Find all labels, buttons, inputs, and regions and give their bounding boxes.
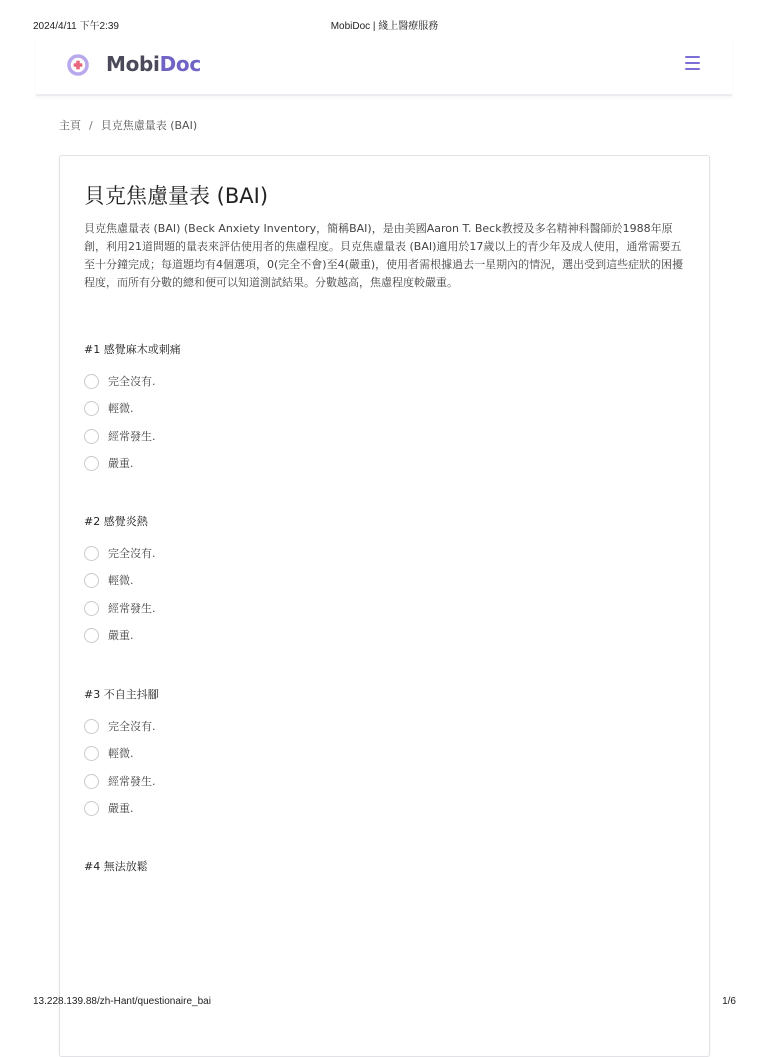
option-label: 嚴重. [108, 457, 134, 471]
option-often[interactable] [84, 601, 644, 628]
brand-name-mobi: Mobi [106, 52, 160, 76]
option-none[interactable] [84, 546, 644, 573]
intro-paragraph: 貝克焦慮量表 (BAI) (Beck Anxiety Inventory，簡稱BAI)，是由美國Aaron T. Beck教授及多名精神科醫師於1988年原創，利用21道問題的量表來評估使用者的焦慮程度。貝克焦慮量表 (BAI)適用於17歲以上的青少年及成人使用，通常需要五至十分鐘完成；每道題均有4個選項，0(完全不會)至4(嚴重)，使用者需根據過去一星期內的情況，選出受到這些症狀的困擾程度，而所有分數的總和便可以知道測試結果。分數越高，焦慮程度較嚴重。 [84, 222, 684, 289]
page-title: 貝克焦慮量表 (BAI) [84, 184, 269, 208]
question-title: #3 不自主抖腳 [84, 688, 159, 701]
option-list [84, 546, 644, 656]
option-label: 經常發生. [108, 601, 156, 615]
question-1 [84, 342, 644, 484]
breadcrumb-current: 貝克焦慮量表 (BAI) [100, 119, 198, 132]
print-datetime: 2024/4/11 下午2:39 [33, 21, 119, 32]
hamburger-menu-icon[interactable] [685, 56, 700, 70]
question-4 [84, 859, 644, 875]
brand-name-doc: Doc [159, 52, 201, 76]
print-url: 13.228.139.88/zh-Hant/questionaire_bai [33, 996, 211, 1007]
print-page-title: MobiDoc | 綫上醫療服務 [330, 21, 439, 32]
top-navbar [36, 34, 732, 96]
option-label: 完全沒有. [108, 375, 156, 388]
medical-cross-logo-icon [67, 54, 89, 76]
option-label: 完全沒有. [108, 547, 156, 560]
option-label: 嚴重. [108, 629, 134, 643]
radio-button[interactable] [84, 719, 99, 734]
question-title: #2 感覺炎熱 [84, 515, 148, 528]
question-2 [84, 514, 644, 656]
option-label: 經常發生. [108, 429, 156, 443]
print-header [33, 17, 736, 31]
option-mild[interactable] [84, 401, 644, 428]
option-severe[interactable] [84, 628, 644, 655]
questionnaire-card [59, 155, 710, 1057]
question-title: #1 感覺麻木或刺痛 [84, 343, 181, 356]
breadcrumb-home-link[interactable]: 主頁 [59, 119, 81, 132]
brand-name [106, 52, 201, 76]
option-label: 經常發生. [108, 774, 156, 788]
option-severe[interactable] [84, 801, 644, 828]
option-often[interactable] [84, 774, 644, 801]
option-list [84, 374, 644, 484]
radio-button[interactable] [84, 546, 99, 561]
breadcrumb-separator: / [89, 119, 93, 132]
option-label: 輕微. [108, 747, 134, 761]
breadcrumb [59, 117, 197, 133]
option-label: 輕微. [108, 574, 134, 588]
radio-button[interactable] [84, 601, 99, 616]
radio-button[interactable] [84, 573, 99, 588]
radio-button[interactable] [84, 456, 99, 471]
radio-button[interactable] [84, 374, 99, 389]
print-footer [33, 996, 736, 1010]
radio-button[interactable] [84, 429, 99, 444]
option-label: 完全沒有. [108, 720, 156, 733]
radio-button[interactable] [84, 774, 99, 789]
question-3 [84, 687, 644, 829]
question-title: #4 無法放鬆 [84, 860, 148, 873]
print-page-counter: 1/6 [722, 996, 736, 1007]
radio-button[interactable] [84, 801, 99, 816]
option-label: 輕微. [108, 402, 134, 416]
option-label: 嚴重. [108, 802, 134, 816]
option-mild[interactable] [84, 573, 644, 600]
radio-button[interactable] [84, 746, 99, 761]
option-list [84, 719, 644, 829]
option-none[interactable] [84, 374, 644, 401]
option-none[interactable] [84, 719, 644, 746]
radio-button[interactable] [84, 401, 99, 416]
option-often[interactable] [84, 429, 644, 456]
radio-button[interactable] [84, 628, 99, 643]
option-mild[interactable] [84, 746, 644, 773]
option-severe[interactable] [84, 456, 644, 483]
